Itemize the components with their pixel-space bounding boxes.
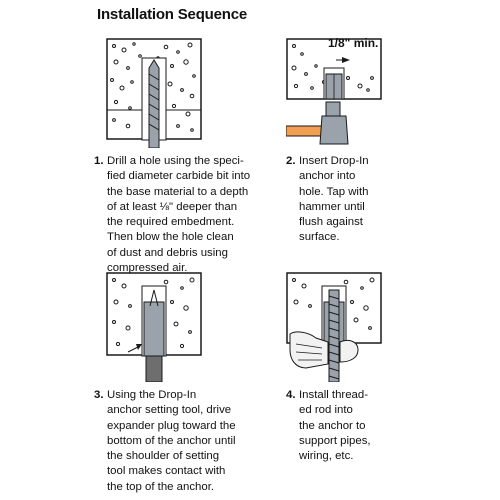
step-1-line: the base material to a depth bbox=[107, 185, 249, 198]
step-2-line: surface. bbox=[299, 231, 340, 244]
step-4-line: the anchor to bbox=[299, 419, 366, 432]
step-4-caption bbox=[286, 388, 371, 464]
step-4-illustration bbox=[286, 272, 382, 382]
step-3-illustration bbox=[106, 272, 202, 382]
step-4-number: 4. bbox=[286, 389, 296, 401]
step-2-line: Insert Drop-In bbox=[299, 155, 369, 167]
step-4-line: support pipes, bbox=[299, 434, 371, 447]
step-1-line: Drill a hole using the speci- bbox=[107, 155, 244, 167]
step-3-line: the top of the anchor. bbox=[107, 480, 215, 493]
step-2-line: hole. Tap with bbox=[299, 185, 369, 198]
step-1-number: 1. bbox=[94, 155, 104, 167]
step-2-illustration bbox=[286, 38, 386, 148]
step-1-line: fied diameter carbide bit into bbox=[107, 170, 251, 183]
step-3-line: expander plug toward the bbox=[107, 419, 236, 432]
step-2-number: 2. bbox=[286, 155, 296, 167]
step-1-line: compressed air. bbox=[107, 262, 188, 275]
step-3-line: bottom of the anchor until bbox=[107, 434, 236, 447]
step-1-illustration bbox=[106, 38, 202, 148]
step-1-line: of dust and debris using bbox=[107, 246, 228, 259]
step-1-caption bbox=[94, 154, 251, 276]
step-4-line: Install thread- bbox=[299, 389, 369, 401]
step-3-line: anchor setting tool, drive bbox=[107, 404, 232, 417]
step-1-line: Then blow the hole clean bbox=[107, 231, 234, 244]
step-1-line: of at least ⅛" deeper than bbox=[107, 200, 238, 213]
step-2-line: anchor into bbox=[299, 170, 356, 183]
step-2-line: flush against bbox=[299, 216, 363, 229]
step-4-line: wiring, etc. bbox=[299, 450, 354, 463]
step-3-line: the shoulder of setting bbox=[107, 450, 220, 463]
page-title: Installation Sequence bbox=[97, 6, 248, 23]
step-3-number: 3. bbox=[94, 389, 104, 401]
step-3-line: tool makes contact with bbox=[107, 465, 226, 478]
step-3-caption bbox=[94, 388, 236, 495]
step-3-line: Using the Drop-In bbox=[107, 389, 197, 401]
step-2-caption bbox=[286, 154, 369, 246]
step-2-line: hammer until bbox=[299, 200, 365, 213]
step-1-line: the required embedment. bbox=[107, 216, 235, 229]
step-4-line: ed rod into bbox=[299, 404, 353, 417]
step-2-callout: 1/8" min. bbox=[328, 36, 379, 50]
